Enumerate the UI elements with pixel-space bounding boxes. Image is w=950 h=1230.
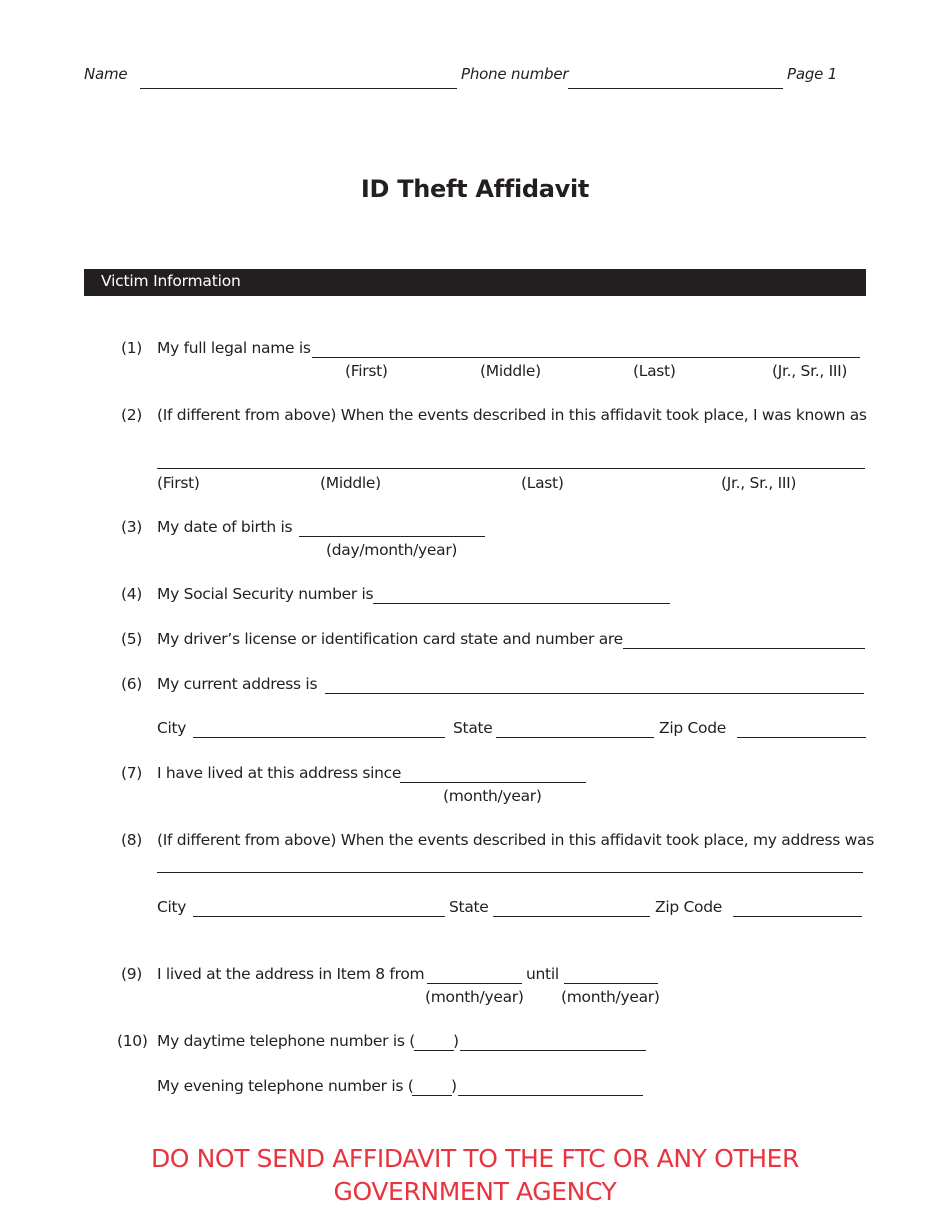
former-zip-field[interactable] (733, 916, 862, 917)
evening-phone-field[interactable] (458, 1095, 643, 1096)
ssn-field[interactable] (373, 603, 670, 604)
former-address-field[interactable] (157, 872, 863, 873)
evening-phone-label: My evening telephone number is ( (157, 1077, 414, 1095)
header-phone-field[interactable] (568, 88, 783, 89)
item-6-city-label: City (157, 719, 187, 737)
item-6-label: My current address is (157, 675, 318, 693)
item-7-number: (7) (121, 764, 143, 782)
item-9-sub-until: (month/year) (561, 988, 660, 1006)
page-number: Page 1 (787, 65, 838, 83)
item-9-until-label: until (526, 965, 559, 983)
item-1-sub-first: (First) (345, 362, 388, 380)
item-1-sub-last: (Last) (633, 362, 676, 380)
item-4-label: My Social Security number is (157, 585, 374, 603)
item-3-label: My date of birth is (157, 518, 293, 536)
lived-from-field[interactable] (427, 983, 522, 984)
item-3-number: (3) (121, 518, 143, 536)
item-8-city-label: City (157, 898, 187, 916)
item-5-number: (5) (121, 630, 143, 648)
item-8-number: (8) (121, 831, 143, 849)
item-2-sub-first: (First) (157, 474, 200, 492)
section-label: Victim Information (101, 272, 241, 290)
page-title: ID Theft Affidavit (360, 175, 590, 203)
item-8-zip-label: Zip Code (655, 898, 722, 916)
daytime-phone-field[interactable] (460, 1050, 646, 1051)
item-6-number: (6) (121, 675, 143, 693)
current-address-field[interactable] (325, 693, 864, 694)
header-phone-label: Phone number (461, 65, 569, 83)
item-6-zip-label: Zip Code (659, 719, 726, 737)
item-4-number: (4) (121, 585, 143, 603)
item-6-state-label: State (453, 719, 493, 737)
evening-area-code-field[interactable] (412, 1095, 452, 1096)
former-name-field[interactable] (157, 468, 865, 469)
item-1-sub-middle: (Middle) (480, 362, 541, 380)
item-3-sub: (day/month/year) (326, 541, 458, 559)
section-header-victim-information (84, 269, 866, 296)
daytime-area-code-field[interactable] (414, 1050, 454, 1051)
item-2-number: (2) (121, 406, 143, 424)
item-1-number: (1) (121, 339, 143, 357)
daytime-phone-label: My daytime telephone number is ( (157, 1032, 415, 1050)
item-7-label: I have lived at this address since (157, 764, 402, 782)
header-name-label: Name (84, 65, 128, 83)
item-1-label: My full legal name is (157, 339, 311, 357)
item-10-number: (10) (117, 1032, 148, 1050)
item-5-label: My driver’s license or identification card state and number are (157, 630, 623, 648)
item-2-sub-last: (Last) (521, 474, 564, 492)
item-7-sub: (month/year) (443, 787, 542, 805)
do-not-send-warning (0, 1142, 950, 1208)
item-9-label: I lived at the address in Item 8 from (157, 965, 425, 983)
item-2-sub-suffix: (Jr., Sr., III) (721, 474, 797, 492)
item-9-number: (9) (121, 965, 143, 983)
evening-close-paren: ) (451, 1077, 457, 1095)
warning-line-1: DO NOT SEND AFFIDAVIT TO THE FTC OR ANY OTHER (150, 1144, 800, 1173)
lived-since-field[interactable] (400, 782, 586, 783)
item-2-sub-middle: (Middle) (320, 474, 381, 492)
lived-until-field[interactable] (564, 983, 658, 984)
current-city-field[interactable] (193, 737, 445, 738)
item-1-sub-suffix: (Jr., Sr., III) (772, 362, 848, 380)
former-city-field[interactable] (193, 916, 445, 917)
warning-line-2: GOVERNMENT AGENCY (333, 1177, 617, 1206)
current-zip-field[interactable] (737, 737, 866, 738)
date-of-birth-field[interactable] (299, 536, 485, 537)
drivers-license-field[interactable] (623, 648, 865, 649)
item-9-sub-from: (month/year) (425, 988, 524, 1006)
former-state-field[interactable] (493, 916, 650, 917)
item-2-label: (If different from above) When the events described in this affidavit took place, I was known as (157, 406, 867, 424)
header-name-field[interactable] (140, 88, 457, 89)
item-8-label: (If different from above) When the events described in this affidavit took place, my address was (157, 831, 875, 849)
full-legal-name-field[interactable] (312, 357, 860, 358)
current-state-field[interactable] (496, 737, 654, 738)
daytime-close-paren: ) (453, 1032, 459, 1050)
item-8-state-label: State (449, 898, 489, 916)
